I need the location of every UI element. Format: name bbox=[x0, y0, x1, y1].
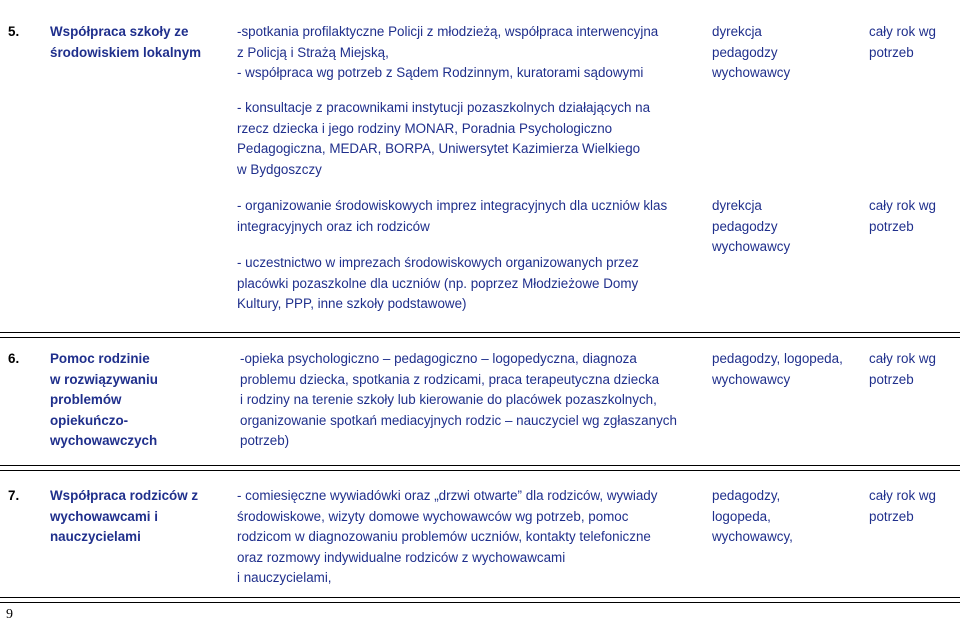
row-number: 6. bbox=[8, 351, 20, 366]
responsible-persons: dyrekcja pedagodzy wychowawcy bbox=[712, 198, 791, 254]
activity-description: -spotkania profilaktyczne Policji z młodzieżą, współpraca interwencyjna z Policją i Strażą Miejską, - współpraca wg potrzeb z Sądem Rodzinnym, kuratorami sądowymi bbox=[237, 24, 659, 80]
row-number: 7. bbox=[8, 488, 20, 503]
page-number: 9 bbox=[6, 607, 13, 622]
timeframe: cały rok wg potrzeb bbox=[869, 198, 936, 234]
timeframe: cały rok wg potrzeb bbox=[869, 488, 936, 524]
row-divider bbox=[0, 602, 960, 603]
row-title: Współpraca szkoły ze środowiskiem lokalnym bbox=[50, 24, 202, 60]
responsible-persons: dyrekcja pedagodzy wychowawcy bbox=[712, 24, 791, 80]
activity-description: -opieka psychologiczno – pedagogiczno – logopedyczna, diagnoza problemu dziecka, spotkania z rodzicami, praca terapeutyczna dziecka i rodziny na terenie szkoły lub kierowanie do placówek pozaszkolnych, organizowanie spotkań mediacyjnych rodzic – nauczyciel wg zgłaszanych potrzeb) bbox=[240, 351, 677, 448]
responsible-persons: pedagodzy, logopeda, wychowawcy bbox=[712, 351, 843, 387]
timeframe: cały rok wg potrzeb bbox=[869, 351, 936, 387]
row-divider bbox=[0, 337, 960, 338]
activity-description: - uczestnictwo w imprezach środowiskowych organizowanych przez placówki pozaszkolne dla uczniów (np. poprzez Młodzieżowe Domy Kultury, PPP, inne szkoły podstawowe) bbox=[237, 255, 639, 311]
activity-description: - comiesięczne wywiadówki oraz „drzwi otwarte” dla rodziców, wywiady środowiskowe, wizyty domowe wychowawców wg potrzeb, pomoc rodzicom w diagnozowaniu problemów uczniów, kontakty telefoniczne oraz rozmowy indywidualne rodziców z wychowawcami i nauczycielami, bbox=[237, 488, 658, 585]
row-divider bbox=[0, 470, 960, 471]
row-divider bbox=[0, 465, 960, 466]
row-title: Współpraca rodziców z wychowawcami i nauczycielami bbox=[50, 488, 199, 544]
activity-description: - konsultacje z pracownikami instytucji pozaszkolnych działających na rzecz dziecka i jego rodziny MONAR, Poradnia Psychologiczno Pedagogiczna, MEDAR, BORPA, Uniwersytet Kazimierza Wielkiego w Bydgoszczy bbox=[237, 100, 651, 177]
row-divider bbox=[0, 597, 960, 598]
responsible-persons: pedagodzy, logopeda, wychowawcy, bbox=[712, 488, 793, 544]
row-title: Pomoc rodzinie w rozwiązywaniu problemów opiekuńczo- wychowawczych bbox=[50, 351, 158, 448]
row-divider bbox=[0, 332, 960, 333]
timeframe: cały rok wg potrzeb bbox=[869, 24, 936, 60]
activity-description: - organizowanie środowiskowych imprez integracyjnych dla uczniów klas integracyjnych oraz ich rodziców bbox=[237, 198, 668, 234]
row-number: 5. bbox=[8, 24, 20, 39]
